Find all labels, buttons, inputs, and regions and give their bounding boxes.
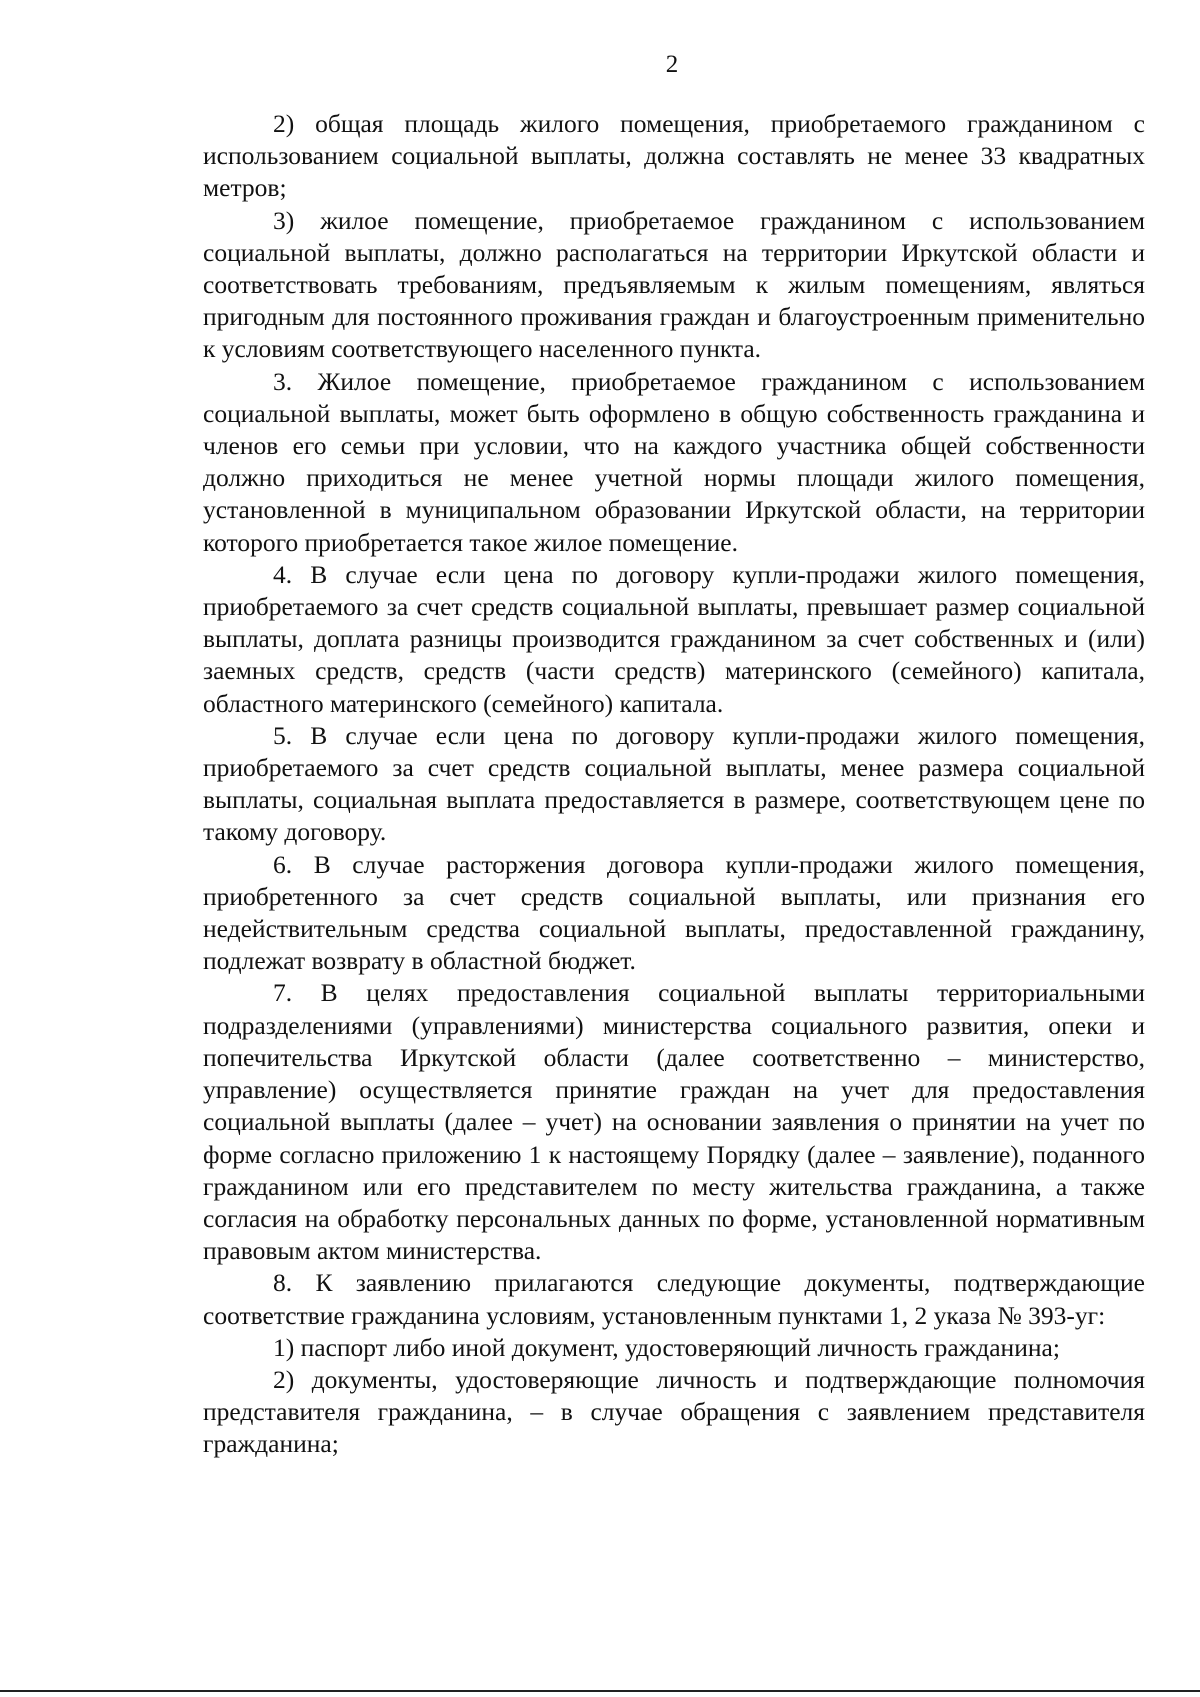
paragraph-8-item-2-representative: 2) документы, удостоверяющие личность и подтверждающие полномочия представителя гражданина, – в случае обращения с заявлением представителя гражданина; — [203, 1364, 1145, 1459]
paragraph-8-documents: 8. К заявлению прилагаются следующие документы, подтверждающие соответствие гражданина условиям, установленным пунктами 1, 2 указа № 393-уг: — [203, 1268, 1145, 1330]
paragraph-8-item-1-passport: 1) паспорт либо иной документ, удостоверяющий личность гражданина; — [273, 1332, 1060, 1362]
paragraph-3-shared-ownership: 3. Жилое помещение, приобретаемое гражданином с использованием социальной выплаты, может быть оформлено в общую собственность гражданина и членов его семьи при условии, что на каждого участника общей собственности должно приходиться не менее учетной нормы площади жилого помещения, установленной в муниципальном образовании Иркутской области, на территории которого приобретается такое жилое помещение. — [203, 366, 1145, 557]
scan-bottom-edge — [0, 1690, 1200, 1692]
document-body — [203, 108, 1145, 1461]
paragraph-item-2-area: 2) общая площадь жилого помещения, приобретаемого гражданином с использованием социальной выплаты, должна составлять не менее 33 квадратных метров; — [203, 109, 1145, 203]
page-number: 2 — [665, 51, 679, 78]
paragraph-item-3-location: 3) жилое помещение, приобретаемое гражданином с использованием социальной выплаты, должно располагаться на территории Иркутской области и соответствовать требованиям, предъявляемым к жилым помещениям, являться пригодным для постоянного проживания граждан и благоустроенным применительно к условиям соответствующего населенного пункта. — [203, 205, 1145, 364]
paragraph-6-contract-termination: 6. В случае расторжения договора купли-продажи жилого помещения, приобретенного за счет средств социальной выплаты, или признания его недействительным средства социальной выплаты, предоставленной гражданину, подлежат возврату в областной бюджет. — [203, 849, 1145, 976]
paragraph-7-registration: 7. В целях предоставления социальной выплаты территориальными подразделениями (управлениями) министерства социального развития, опеки и попечительства Иркутской области (далее соответственно – министерство, управление) осуществляется принятие граждан на учет для предоставления социальной выплаты (далее – учет) на основании заявления о принятии на учет по форме согласно приложению 1 к настоящему Порядку (далее – заявление), поданного гражданином или его представителем по месту жительства гражданина, а также согласия на обработку персональных данных по форме, установленной нормативным правовым актом министерства. — [203, 978, 1145, 1266]
paragraph-5-price-below: 5. В случае если цена по договору купли-продажи жилого помещения, приобретаемого за счет средств социальной выплаты, менее размера социальной выплаты, социальная выплата предоставляется в размере, соответствующем цене по такому договору. — [203, 720, 1145, 847]
paragraph-4-price-exceeds: 4. В случае если цена по договору купли-продажи жилого помещения, приобретаемого за счет средств социальной выплаты, превышает размер социальной выплаты, доплата разницы производится гражданином за счет собственных и (или) заемных средств, средств (части средств) материнского (семейного) капитала, областного материнского (семейного) капитала. — [203, 559, 1145, 718]
